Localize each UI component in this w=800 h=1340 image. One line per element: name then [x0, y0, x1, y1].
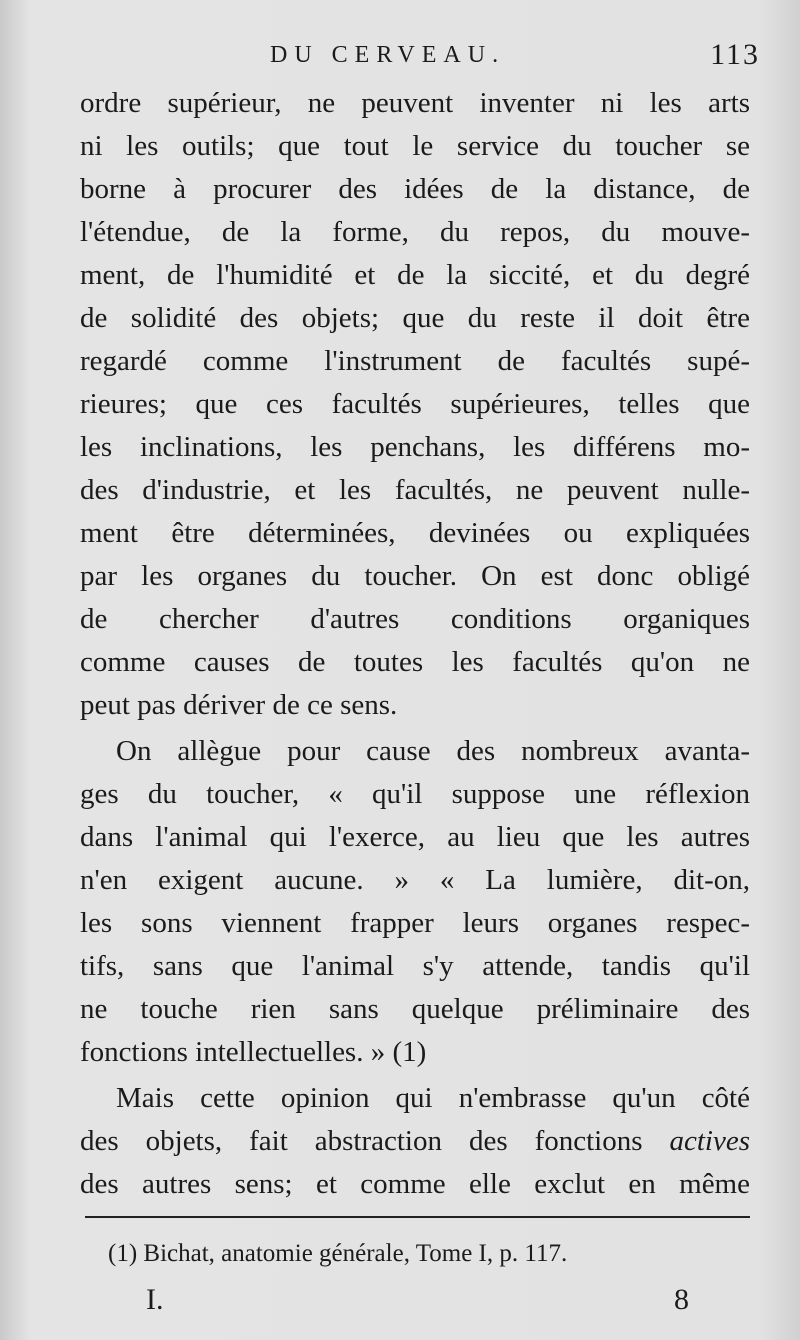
text-line: borne à procurer des idées de la distance, de [80, 173, 750, 205]
text-line: fonctions intellectuelles. » (1) [80, 1036, 427, 1068]
text-line: n'en exigent aucune. » « La lumière, dit-on, [80, 864, 750, 896]
text-line: rieures; que ces facultés supérieures, telles que [80, 388, 750, 420]
text-line: ment, de l'humidité et de la siccité, et du degré [80, 259, 750, 291]
page-number: 113 [710, 38, 760, 71]
text-line: ges du toucher, « qu'il suppose une réflexion [80, 778, 750, 810]
text-line: de solidité des objets; que du reste il doit être [80, 302, 750, 334]
signature-mark: I. [146, 1283, 164, 1316]
text-line: comme causes de toutes les facultés qu'on ne [80, 646, 750, 678]
text-line: par les organes du toucher. On est donc obligé [80, 560, 750, 592]
paragraph-first-line: On allègue pour cause des nombreux avanta- [116, 735, 750, 767]
page-header [80, 38, 760, 78]
text-line: des d'industrie, et les facultés, ne peuvent nulle- [80, 474, 750, 506]
text-line: dans l'animal qui l'exerce, au lieu que les autres [80, 821, 750, 853]
text-line: peut pas dériver de ce sens. [80, 689, 398, 721]
text-line: les sons viennent frapper leurs organes respec- [80, 907, 750, 939]
italic-word: actives [669, 1125, 751, 1157]
sheet-number: 8 [674, 1283, 689, 1316]
running-head: DU CERVEAU. [270, 42, 506, 68]
text-line: ne touche rien sans quelque préliminaire des [80, 993, 750, 1025]
text-line: regardé comme l'instrument de facultés supé- [80, 345, 750, 377]
text-line: de chercher d'autres conditions organiques [80, 603, 750, 635]
text-line: l'étendue, de la forme, du repos, du mouve- [80, 216, 750, 248]
text-line: des autres sens; et comme elle exclut en même [80, 1168, 750, 1200]
text-line: les inclinations, les penchans, les différens mo- [80, 431, 750, 463]
footnote-rule [85, 1216, 750, 1218]
text-line: ment être déterminées, devinées ou expliquées [80, 517, 750, 549]
paragraph-first-line: Mais cette opinion qui n'embrasse qu'un côté [116, 1082, 750, 1114]
text-line: ni les outils; que tout le service du toucher se [80, 130, 750, 162]
text-line: tifs, sans que l'animal s'y attende, tandis qu'il [80, 950, 750, 982]
body-text [80, 82, 750, 1206]
text-line [80, 1120, 750, 1163]
text-line: ordre supérieur, ne peuvent inventer ni les arts [80, 87, 750, 119]
footnote: (1) Bichat, anatomie générale, Tome I, p. 117. [108, 1240, 568, 1267]
text-segment: des objets, fait abstraction des fonctions [80, 1125, 643, 1157]
